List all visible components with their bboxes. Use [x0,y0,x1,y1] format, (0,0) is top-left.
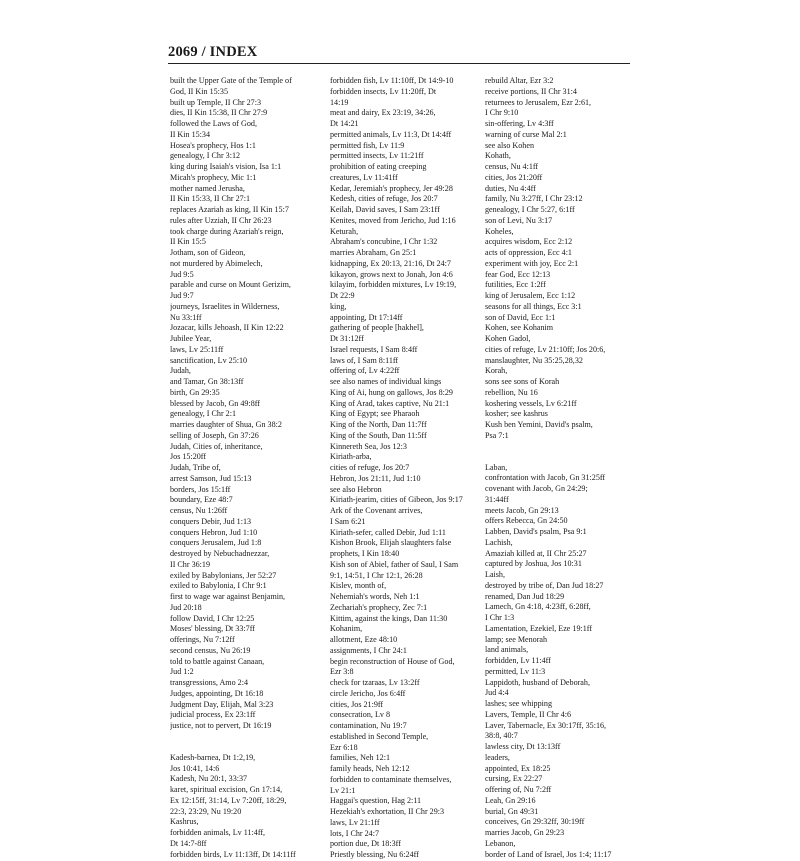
index-entry-line: Dt 22:9 [330,291,355,300]
index-entry-line: forbidden animals, Lv 11:4ff, [170,828,266,837]
index-entry-line: permitted animals, Lv 11:3, Dt 14:4ff [330,129,452,139]
index-entry-line: mother named Jerusha, [170,183,245,193]
index-entry-line: II Chr 36:19 [170,559,211,569]
index-entry-line: Israel requests, I Sam 8:4ff [330,344,418,354]
index-entry-line: burial, Gn 49:31 [485,806,539,816]
index-column-3 [485,76,633,860]
index-entry-line: II Kin 15:33, II Chr 27:1 [170,194,251,204]
index-entry-line: conceives, Gn 29:32ff, 30:19ff [485,817,585,827]
index-entry-line: Kishon Brook, Elijah slaughters false [330,538,452,548]
index-entry-line: forbidden, Lv 11:4ff [485,656,551,665]
index-entry-line: rebuild Altar, Ezr 3:2 [485,76,554,85]
page-header: 2069 / INDEX [168,44,258,60]
index-entry-line: King of Egypt; see Pharaoh [330,409,420,419]
index-entry-line: 31:44ff [485,494,509,504]
index-entry-line: exiled by Babylonians, Jer 52:27 [170,570,277,580]
index-entry-line: boundary, Eze 48:7 [170,495,233,505]
index-entry-line: meets Jacob, Gn 29:13 [485,505,559,515]
index-entry-line: Jozacar, kills Jehoash, II Kin 12:22 [170,323,284,333]
index-entry-line: King of the South, Dan 11:5ff [330,430,427,440]
index-entry-line: forbidden fish, Lv 11:10ff, Dt 14:9-10 [330,76,454,85]
index-entry-line: census, Nu 4:1ff [485,162,539,171]
index-entry-line: Jud 9:5 [170,269,194,279]
index-entry-line: second census, Nu 26:19 [170,645,251,655]
index-entry-line: genealogy, I Chr 3:12 [170,151,241,161]
index-entry-line: circle Jericho, Jos 6:4ff [330,688,406,698]
index-entry-line: prophets, I Kin 18:40 [330,549,400,558]
index-entry-line: king, [330,301,347,311]
index-entry-line: kikayon, grows next to Jonah, Jon 4:6 [330,269,453,279]
index-entry-line: permitted fish, Lv 11:9 [330,140,405,150]
index-entry-line: built the Upper Gate of the Temple of [170,76,292,85]
index-entry-line: Haggai's question, Hag 2:11 [330,796,422,806]
index-entry-line: lashes; see whipping [485,699,552,708]
index-entry-line: Amaziah killed at, II Chr 25:27 [485,548,587,558]
index-entry-line: sons see sons of Korah [485,377,560,386]
index-entry-line: Micah's prophecy, Mic 1:1 [170,172,257,182]
index-entry-line: Lebanon, [485,838,516,848]
index-entry-line: Lavers, Temple, II Chr 4:6 [485,709,572,719]
index-entry-line: returnees to Jerusalem, Ezr 2:61, [485,97,592,107]
index-entry-line: Kohen Gadol, [485,334,531,343]
index-entry-line: God, II Kin 15:35 [170,86,228,96]
index-entry-line: marries daughter of Shua, Gn 38:2 [170,420,282,429]
index-entry-line: offering of, Lv 4:22ff [330,366,400,376]
index-entry-line: Judah, [170,366,191,376]
index-entry-line: portion due, Dt 18:3ff [330,839,401,849]
index-entry-line: 22:3, 23:29, Nu 19:20 [170,806,242,816]
index-entry-line: I Chr 1:3 [485,613,515,622]
index-entry-line: see also Kohen [485,140,534,150]
index-entry-line: selling of Joseph, Gn 37:26 [170,430,259,440]
index-entry-line: receive portions, II Chr 31:4 [485,86,577,96]
index-entry-line: confrontation with Jacob, Gn 31:25ff [485,473,606,483]
index-entry-line: genealogy, I Chr 2:1 [170,409,237,419]
index-entry-line: Kislev, month of, [330,581,387,591]
index-entry-line: Kedesh, cities of refuge, Jos 20:7 [330,194,438,204]
index-entry-line: 38:8, 40:7 [485,731,518,741]
section-gap [485,442,633,463]
index-entry-line: told to battle against Canaan, [170,656,265,666]
index-entry-line: lamp; see Menorah [485,634,548,644]
index-entry-line: marries Jacob, Gn 29:23 [485,828,565,837]
index-entry-line: Kiriath-arba, [330,452,372,462]
index-column-2 [330,76,478,861]
index-entry-line: Judgment Day, Elijah, Mal 3:23 [170,699,274,709]
index-entry-line: 14:19 [330,97,349,107]
index-entry-line: Kohath, [485,151,511,161]
index-entry-line: offerings, Nu 7:12ff [170,635,235,644]
index-column-1 [170,76,318,860]
index-entry-line: captured by Joshua, Jos 10:31 [485,559,582,569]
index-entry-line: Dt 31:12ff [330,334,364,343]
index-entry-line: Moses' blessing, Dt 33:7ff [170,624,255,634]
index-entry-line: Ex 12:15ff, 31:14, Lv 7:20ff, 18:29, [170,795,287,805]
index-entry-line: replaces Azariah as king, II Kin 15:7 [170,205,289,214]
index-entry-line: cities of refuge, Lv 21:10ff; Jos 20:6, [485,344,606,354]
index-entry-line: king of Jerusalem, Ecc 1:12 [485,291,576,300]
index-entry-line: Jos 10:41, 14:6 [170,763,220,773]
index-entry-line: Jud 4:4 [485,688,509,698]
index-entry-line: built up Temple, II Chr 27:3 [170,97,262,107]
index-entry-line: permitted, Lv 11:3 [485,666,546,676]
index-entry-line: cursing, Ex 22:27 [485,774,543,784]
index-entry-line: Laver, Tabernacle, Ex 30:17ff, 35:16, [485,720,607,730]
index-entry-line: Kashrus, [170,817,199,827]
index-entry-line: birth, Gn 29:35 [170,387,220,397]
index-entry-line: son of David, Ecc 1:1 [485,312,556,322]
index-entry-line: Lamech, Gn 4:18, 4:23ff, 6:28ff, [485,602,591,612]
index-entry-line: border of Land of Israel, Jos 1:4; 11:17 [485,849,612,859]
index-entry-line: rebellion, Nu 16 [485,387,538,397]
index-entry-line: meat and dairy, Ex 23:19, 34:26, [330,108,436,118]
index-entry-line: contamination, Nu 19:7 [330,721,407,730]
index-entry-line: Kush ben Yemini, David's psalm, [485,420,593,429]
index-entry-line: sanctification, Lv 25:10 [170,355,248,365]
index-entry-line: sin-offering, Lv 4:3ff [485,119,554,128]
index-entry-line: Abraham's concubine, I Chr 1:32 [330,237,438,247]
header-rule [168,63,630,64]
index-entry-line: Nehemiah's words, Neh 1:1 [330,592,420,601]
index-entry-line: families, Neh 12:1 [330,753,391,763]
index-entry-line: lawless city, Dt 13:13ff [485,742,561,751]
index-entry-line: journeys, Israelites in Wilderness, [170,301,280,311]
index-entry-line: forbidden birds, Lv 11:13ff, Dt 14:11ff [170,849,296,859]
index-entry-line: koshering vessels, Lv 6:21ff [485,398,577,408]
index-entry-line: I Chr 9:10 [485,108,519,118]
index-entry-line: offering of, Nu 7:2ff [485,785,552,794]
index-entry-line: census, Nu 1:26ff [170,506,228,515]
index-entry-line: Kinnereth Sea, Jos 12:3 [330,441,407,451]
index-entry-line: Keturah, [330,226,359,236]
index-entry-line: see also names of individual kings [330,377,442,386]
index-entry-line: Kedar, Jeremiah's prophecy, Jer 49:28 [330,183,453,193]
index-entry-line: exiled to Babylonia, I Chr 9:1 [170,581,267,591]
index-entry-line: Hezekiah's exhortation, II Chr 29:3 [330,807,445,816]
index-entry-line: cities, Jos 21:9ff [330,699,384,709]
index-entry-line: renamed, Dan Jud 18:29 [485,591,565,601]
index-entry-line: appointed, Ex 18:25 [485,763,551,773]
index-entry-line: Kittim, against the kings, Dan 11:30 [330,613,448,623]
section-gap [170,732,318,753]
index-entry-line: kidnapping, Ex 20:13, 21:16, Dt 24:7 [330,258,451,268]
index-entry-line: acquires wisdom, Ecc 2:12 [485,237,573,247]
index-entry-line: rules after Uzziah, II Chr 26:23 [170,215,272,225]
index-entry-line: lots, I Chr 24:7 [330,828,380,838]
index-entry-line: karet, spiritual excision, Gn 17:14, [170,785,283,794]
index-entry-line: permitted insects, Lv 11:21ff [330,151,424,161]
index-entry-line: begin reconstruction of House of God, [330,656,455,666]
index-entry-line: creatures, Lv 11:41ff [330,172,398,182]
index-entry-line: 9:1, 14:51, I Chr 12:1, 26:28 [330,570,423,580]
index-entry-line: King of the North, Dan 11:7ff [330,420,427,429]
index-entry-line: prohibition of eating creeping [330,162,427,171]
index-entry-line: Judah, Cities of, inheritance, [170,441,263,451]
index-entry-line: family, Nu 3:27ff, I Chr 23:12 [485,194,583,204]
index-entry-line: land animals, [485,645,529,655]
index-entry-line: dies, II Kin 15:38, II Chr 27:9 [170,108,268,118]
index-entry-line: judicial process, Ex 23:1ff [170,710,256,720]
index-entry-line: Jos 15:20ff [170,452,207,462]
index-entry-line: forbidden to contaminate themselves, [330,774,452,784]
index-entry-line: Dt 14:21 [330,119,359,128]
index-entry-line: forbidden insects, Lv 11:20ff, Dt [330,86,437,96]
index-entry-line: laws, Lv 25:11ff [170,344,224,354]
index-entry-line: Koheles, [485,226,514,236]
index-entry-line: Kadesh, Nu 20:1, 33:37 [170,774,248,784]
index-entry-line: Dt 14:7-8ff [170,838,207,848]
index-entry-line: son of Levi, Nu 3:17 [485,215,553,225]
index-entry-line: Psa 7:1 [485,430,509,440]
index-entry-line: Lachish, [485,537,513,547]
index-entry-line: Kohanim, [330,624,363,634]
index-entry-line: Nu 33:1ff [170,312,202,322]
index-entry-line: established in Second Temple, [330,731,429,741]
index-entry-line: conquers Jerusalem, Jud 1:8 [170,538,262,548]
index-entry-line: kilayim, forbidden mixtures, Lv 19:19, [330,280,457,290]
index-entry-line: marries Abraham, Gn 25:1 [330,248,417,257]
index-entry-line: Lappidoth, husband of Deborah, [485,677,590,687]
index-entry-line: and Tamar, Gn 38:13ff [170,377,244,386]
index-entry-line: II Kin 15:34 [170,129,211,139]
index-entry-line: Ezr 3:8 [330,667,354,677]
index-entry-line: assignments, I Chr 24:1 [330,645,407,655]
index-entry-line: duties, Nu 4:4ff [485,183,536,193]
index-entry-line: I Sam 6:21 [330,516,366,526]
index-entry-line: warning of curse Mal 2:1 [485,129,567,139]
index-entry-line: conquers Debir, Jud 1:13 [170,516,252,526]
index-entry-line: see also Hebron [330,484,382,494]
index-entry-line: Jubilee Year, [170,334,212,343]
index-entry-line: II Kin 15:5 [170,237,206,247]
index-entry-line: Jud 1:2 [170,667,194,677]
index-entry-line: destroyed by Nebuchadnezzar, [170,549,270,558]
index-entry-line: Zechariah's prophecy, Zec 7:1 [330,602,428,612]
index-entry-line: check for tzaraas, Lv 13:2ff [330,678,420,687]
index-entry-line: family heads, Neh 12:12 [330,764,410,773]
index-entry-line: Ark of the Covenant arrives, [330,506,423,515]
index-entry-line: Laban, [485,462,508,472]
index-entry-line: first to wage war against Benjamin, [170,592,286,601]
index-entry-line: cities of refuge, Jos 20:7 [330,463,410,472]
index-entry-line: parable and curse on Mount Gerizim, [170,280,291,290]
index-entry-line: King of Arad, takes captive, Nu 21:1 [330,398,450,408]
index-entry-line: Kiriath-jearim, cities of Gibeon, Jos 9:17 [330,495,463,505]
index-entry-line: Laish, [485,570,506,579]
index-entry-line: Kadesh-barnea, Dt 1:2,19, [170,752,256,762]
index-entry-line: Leah, Gn 29:16 [485,795,536,805]
index-entry-line: laws of, I Sam 8:11ff [330,355,399,365]
index-entry-line: covenant with Jacob, Gn 24:29; [485,484,588,493]
index-entry-line: not murdered by Abimelech, [170,258,263,268]
index-entry-line: Hebron, Jos 21:11, Jud 1:10 [330,473,421,483]
index-entry-line: followed the Laws of God, [170,119,257,128]
index-entry-line: leaders, [485,752,510,762]
index-entry-line: gathering of people [hakhel], [330,323,424,333]
index-entry-line: Labben, David's psalm, Psa 9:1 [485,527,587,536]
index-entry-line: consecration, Lv 8 [330,710,391,720]
index-entry-line: Hosea's prophecy, Hos 1:1 [170,140,256,150]
index-entry-line: fear God, Ecc 12:13 [485,269,551,279]
index-entry-line: kosher; see kashrus [485,409,548,419]
index-entry-line: Ezr 6:18 [330,742,358,752]
index-entry-line: Jud 20:18 [170,602,202,612]
index-entry-line: arrest Samson, Jud 15:13 [170,473,252,483]
index-entry-line: Korah, [485,366,508,376]
index-entry-line: King of Ai, hung on gallows, Jos 8:29 [330,387,453,397]
index-entry-line: acts of oppression, Ecc 4:1 [485,248,572,257]
index-entry-line: futilities, Ecc 1:2ff [485,280,546,290]
index-entry-line: appointing, Dt 17:14ff [330,312,403,322]
index-entry-line: Kish son of Abiel, father of Saul, I Sam [330,559,459,569]
index-entry-line: Priestly blessing, Nu 6:24ff [330,850,419,859]
index-entry-line: experiment with joy, Ecc 2:1 [485,258,579,268]
index-entry-line: took charge during Azariah's reign, [170,226,284,236]
index-entry-line: Kiriath-sefer, called Debir, Jud 1:11 [330,527,446,537]
index-entry-line: follow David, I Chr 12:25 [170,613,255,623]
index-entry-line: allotment, Eze 48:10 [330,635,398,644]
index-entry-line: Judges, appointing, Dt 16:18 [170,688,264,698]
index-entry-line: Judah, Tribe of, [170,463,221,472]
index-entry-line: laws, Lv 21:1ff [330,817,380,827]
index-entry-line: conquers Hebron, Jud 1:10 [170,527,258,537]
index-entry-line: cities, Jos 21:20ff [485,172,543,182]
index-entry-line: Kohen, see Kohanim [485,323,554,333]
index-entry-line: genealogy, I Chr 5:27, 6:1ff [485,205,575,214]
index-entry-line: offers Rebecca, Gn 24:50 [485,516,568,526]
index-entry-line: Lamentation, Ezekiel, Eze 19:1ff [485,623,593,633]
index-entry-line: manslaughter, Nu 35:25,28,32 [485,355,583,365]
index-entry-line: destroyed by tribe of, Dan Jud 18:27 [485,580,604,590]
index-entry-line: transgressions, Amo 2:4 [170,678,249,687]
index-entry-line: borders, Jos 15:1ff [170,484,231,494]
index-entry-line: blessed by Jacob, Gn 49:8ff [170,398,260,408]
index-entry-line: seasons for all things, Ecc 3:1 [485,301,582,311]
index-entry-line: Jotham, son of Gideon, [170,248,246,257]
index-entry-line: Keilah, David saves, I Sam 23:1ff [330,205,440,214]
index-entry-line: justice, not to pervert, Dt 16:19 [170,721,272,730]
index-entry-line: Jud 9:7 [170,291,194,300]
index-entry-line: king during Isaiah's vision, Isa 1:1 [170,162,282,171]
index-entry-line: Kenites, moved from Jericho, Jud 1:16 [330,215,456,225]
index-entry-line: Lv 21:1 [330,785,356,795]
